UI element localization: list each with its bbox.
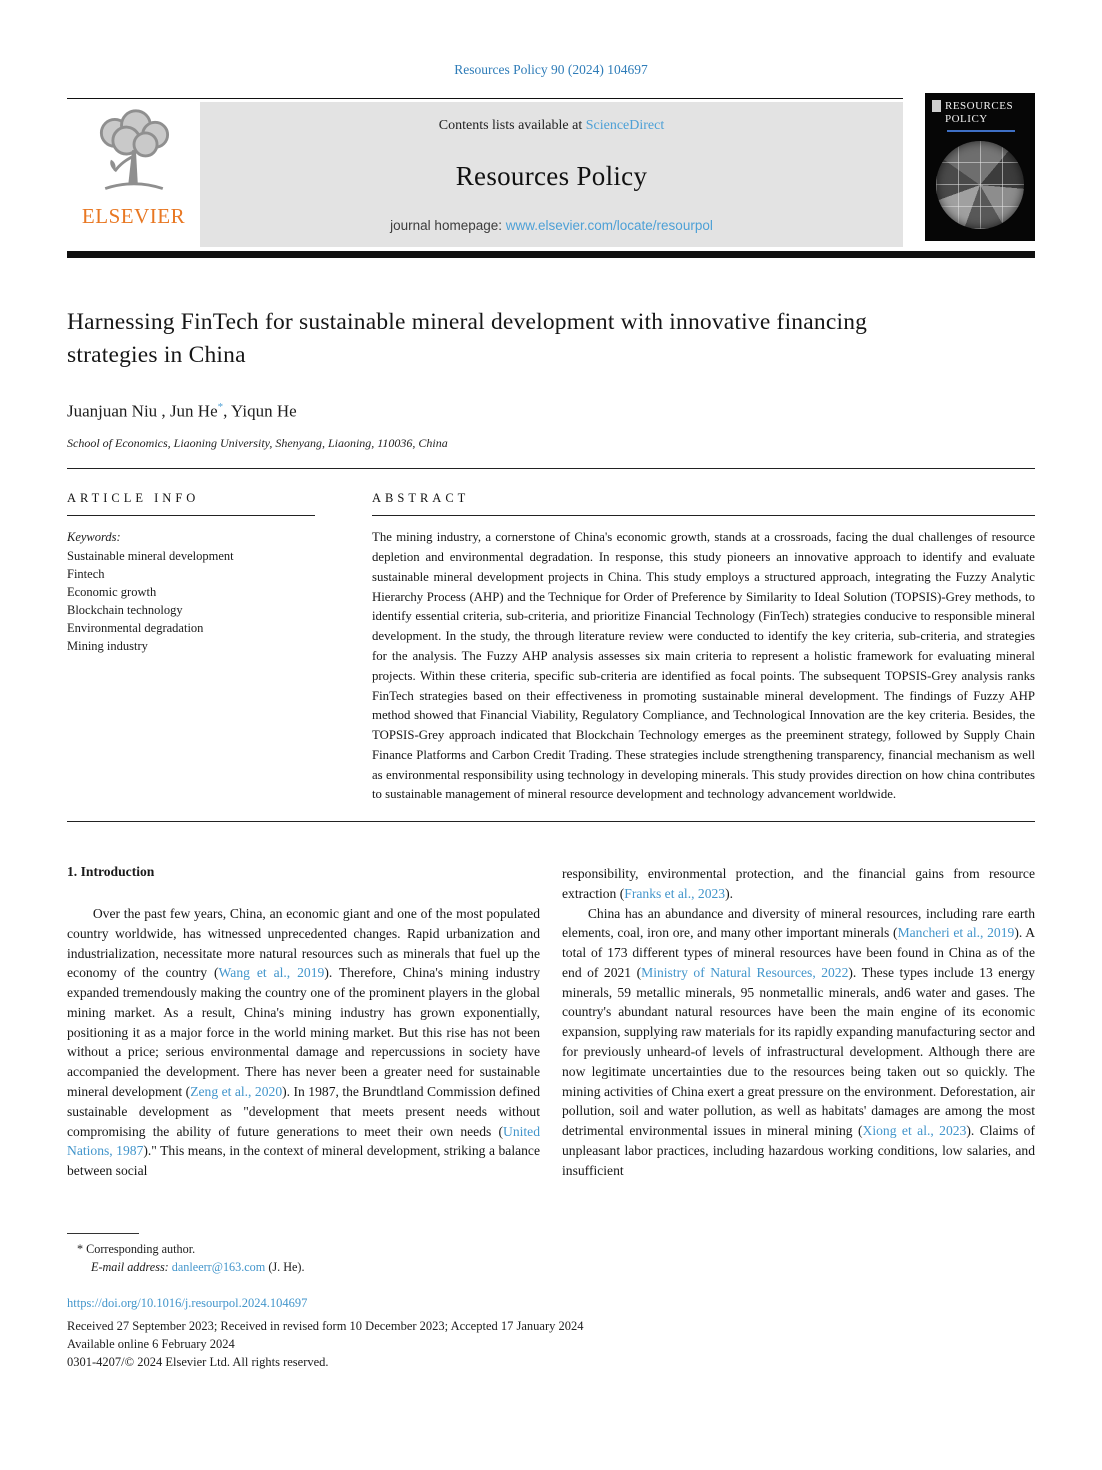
- corresponding-author-asterisk[interactable]: *: [217, 400, 224, 413]
- corresponding-text: Corresponding author.: [83, 1242, 196, 1256]
- keyword-item: Mining industry: [67, 639, 148, 654]
- citation-link[interactable]: Franks et al., 2023: [624, 885, 726, 901]
- section-heading-introduction: 1. Introduction: [67, 864, 155, 880]
- cover-globe-collage: [936, 141, 1024, 229]
- keywords-label: Keywords:: [67, 530, 121, 545]
- homepage-prefix: journal homepage:: [390, 218, 506, 233]
- contents-prefix: Contents lists available at: [438, 118, 586, 133]
- cover-mini-logo-icon: [932, 100, 941, 112]
- journal-banner-box: [200, 102, 903, 247]
- citation-link[interactable]: Zeng et al., 2020: [190, 1083, 283, 1099]
- article-info-heading: ARTICLE INFO: [67, 491, 200, 506]
- abstract-column: [372, 491, 1035, 805]
- keyword-item: Fintech: [67, 566, 105, 581]
- homepage-line: [390, 218, 713, 233]
- copyright-line: 0301-4207/© 2024 Elsevier Ltd. All rights reserved.: [67, 1355, 329, 1370]
- article-info-rule: [67, 515, 315, 516]
- email-suffix: (J. He).: [265, 1260, 305, 1274]
- author-name: , Yiqun He: [223, 401, 297, 421]
- asterisk: *: [77, 1242, 84, 1256]
- text-segment: ). In 1987, the Brundtland Commission defined sustainable development as "development that meets present needs without compromising the ability of future generations to meet their own needs (: [67, 1083, 541, 1139]
- intro-paragraph: [562, 904, 1035, 1181]
- text-segment: ).: [725, 885, 734, 901]
- text-segment: ). A total of 173 different types of mineral resources have been found in China as of the end of 2021 (: [562, 925, 1036, 980]
- keyword-item: Economic growth: [67, 584, 157, 599]
- masthead-top-rule: [67, 98, 903, 99]
- email-line: [67, 1260, 1035, 1275]
- corresponding-author-note: [67, 1242, 1035, 1257]
- article-title: Harnessing FinTech for sustainable mineral development with innovative financing strategies in China: [67, 309, 868, 369]
- available-online: Available online 6 February 2024: [67, 1337, 235, 1352]
- citation-link[interactable]: Xiong et al., 2023: [862, 1123, 967, 1139]
- journal-reference: Resources Policy 90 (2024) 104697: [454, 62, 648, 77]
- masthead: [67, 98, 1035, 247]
- text-segment: ). Therefore, China's mining industry expanded tremendously making the country one of the prominent players in the global mining market. As a result, China's mining industry has grown exponentially, positioning it as a major force in the world mining market. But this rise has not been without a price; serious environmental damage and repercussions in society have accompanied the development. There has never been a greater need for sustainable mineral development (: [67, 965, 541, 1099]
- affiliation: School of Economics, Liaoning University, Shenyang, Liaoning, 110036, China: [67, 436, 448, 451]
- body-left-column: [67, 864, 540, 1181]
- keyword-item: Sustainable mineral development: [67, 548, 234, 563]
- footnote-block: [67, 1233, 1035, 1275]
- contents-line: [439, 118, 665, 134]
- footnote-rule: [67, 1233, 139, 1234]
- text-segment: China has an abundance and diversity of mineral resources, including rare earth elements, coal, iron ore, and many other important minerals (: [562, 905, 1035, 941]
- journal-cover-thumbnail: [925, 93, 1035, 241]
- sciencedirect-link[interactable]: ScienceDirect: [585, 118, 665, 133]
- author-name: Juanjuan Niu ,: [67, 401, 166, 421]
- abstract-heading: ABSTRACT: [372, 491, 470, 506]
- info-abstract-section: [67, 491, 1035, 805]
- elsevier-logo: [67, 102, 200, 247]
- text-segment: Over the past few years, China, an economic giant and one of the most populated country worldwide, has witnessed unprecedented changes. Rapid urbanization and industrialization, necessitate more natural resources such as minerals that fuel up the economy of the country (: [67, 906, 540, 981]
- citation-link[interactable]: United Nations, 1987: [67, 1123, 540, 1159]
- text-segment: )." This means, in the context of mineral development, striking a balance between social: [67, 1143, 540, 1179]
- citation-link[interactable]: Wang et al., 2019: [218, 965, 325, 981]
- masthead-divider-bar: [67, 251, 1035, 258]
- text-segment: ). These types include 13 energy minerals, 59 metallic minerals, 95 nonmetallic minerals, and6 water and gases. The country's abundant natural resources have been the main engine of its economic expansion, supplying raw materials for its rapidly expanding manufacturing sector and for previously unheard-of levels of infrastructural development. Although there are now legitimate uncertainties due to the resources being taken out so quickly. The mining activities of China exert a great pressure on the environment. Deforestation, air pollution, soil and water pollution, as well as habitats' damages are among the most detrimental environmental issues in mineral mining (: [562, 964, 1035, 1139]
- body-right-column: [562, 864, 1035, 1181]
- article-info-column: [67, 491, 315, 805]
- elsevier-tree-icon: [86, 106, 182, 202]
- body-top-rule: [67, 821, 1035, 822]
- email-label: E-mail address:: [91, 1260, 169, 1274]
- text-segment: responsibility, environmental protection, and the financial gains from resource extraction (: [562, 866, 1035, 901]
- received-dates: Received 27 September 2023; Received in revised form 10 December 2023; Accepted 17 January 2024: [67, 1319, 584, 1333]
- email-link[interactable]: danleerr@163.com: [168, 1260, 266, 1274]
- abstract-text: The mining industry, a cornerstone of China's economic growth, stands at a crossroads, facing the dual challenges of resource depletion and environmental degradation. In response, this study pioneers an innovative approach to identify and evaluate sustainable mineral development projects in China. This study employs a structured approach, integrating the Fuzzy Analytic Hierarchy Process (AHP) and the Technique for Order of Preference by Similarity to Ideal Solution (TOPSIS)-Grey methods, to identify essential criteria, sub-criteria, and prioritize Financial Technology (FinTech) strategies conducive to responsible mineral development. In the study, the through literature review were conducted to identify the key criteria, sub-criteria, and strategies for the analysis. The Fuzzy AHP analysis assesses six main criteria to represent a holistic framework for evaluating mineral projects. Within these criteria, specific sub-criteria are identified as focal points. The subsequent TOPSIS-Grey analysis ranks FinTech strategies based on their effectiveness in promoting sustainable mineral development. The findings of Fuzzy AHP method showed that Financial Viability, Regulatory Compliance, and Technological Innovation are the key criteria. Besides, the TOPSIS-Grey approach indicated that Blockchain Technology emerges as the preeminent strategy, followed by Supply Chain Finance Platforms and Carbon Credit Trading. These strategies include strengthening transparency, financial mechanism as well as environmental responsibility using technology in developing minerals. This study provides direction on how china contributes to sustainable management of mineral resource development and technology advancement worldwide.: [372, 530, 1035, 802]
- keyword-item: Environmental degradation: [67, 621, 204, 635]
- section-rule: [67, 468, 1035, 469]
- keyword-item: Blockchain technology: [67, 602, 183, 617]
- intro-paragraph: [67, 904, 540, 1181]
- citation-link[interactable]: Ministry of Natural Resources, 2022: [641, 964, 849, 980]
- elsevier-wordmark: ELSEVIER: [81, 204, 186, 228]
- author-name: Jun He: [165, 401, 218, 421]
- cover-subtitle-bar: [947, 130, 1015, 132]
- citation-link[interactable]: Mancheri et al., 2019: [897, 925, 1015, 941]
- abstract-rule: [372, 515, 1035, 516]
- cover-title: RESOURCES POLICY: [945, 100, 1014, 125]
- journal-name: Resources Policy: [455, 160, 648, 191]
- intro-paragraph: [562, 864, 1035, 904]
- authors-line: [67, 401, 1035, 422]
- homepage-url-link[interactable]: www.elsevier.com/locate/resourpol: [505, 218, 713, 233]
- masthead-left: [67, 98, 903, 247]
- text-segment: ). Claims of unpleasant labor practices, including hazardous working conditions, low salaries, and insufficient: [562, 1123, 1035, 1178]
- bottom-metadata: [67, 1296, 1035, 1371]
- doi-link[interactable]: https://doi.org/10.1016/j.resourpol.2024.104697: [67, 1296, 308, 1310]
- introduction-section: [67, 864, 1035, 1181]
